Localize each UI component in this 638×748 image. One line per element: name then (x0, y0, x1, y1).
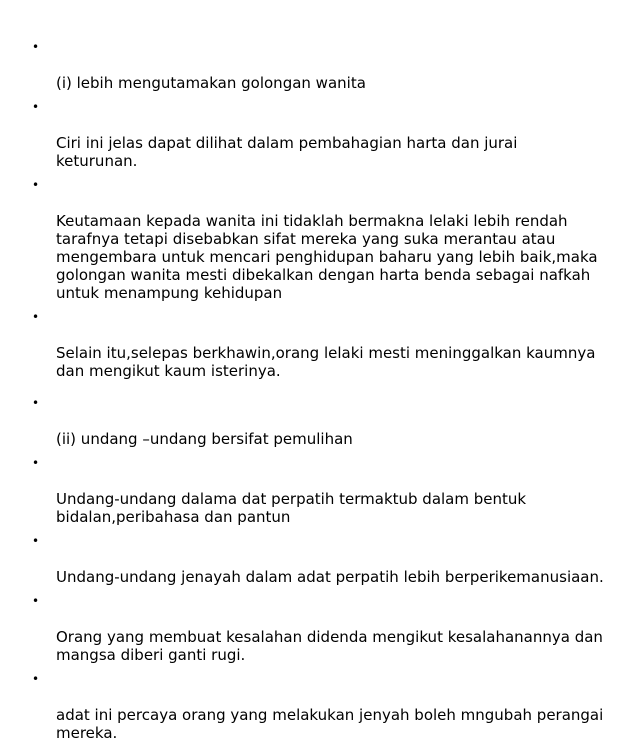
bullet-dot-icon: • (32, 396, 40, 410)
bullet-dot-icon: • (32, 100, 40, 114)
bullet-item (30, 670, 610, 742)
bullet-text: (ii) undang –undang bersifat pemulihan (56, 430, 353, 448)
bullet-dot-icon: • (32, 40, 40, 54)
bullet-item (30, 176, 610, 302)
bullet-dot-icon: • (32, 178, 40, 192)
bullet-item (30, 592, 610, 664)
bullet-dot-icon: • (32, 534, 40, 548)
bullet-item (30, 532, 610, 586)
bullet-list (30, 38, 610, 748)
bullet-text: Undang-undang dalama dat perpatih termaktub dalam bentuk bidalan,peribahasa dan pantun (56, 490, 527, 526)
bullet-text: (i) lebih mengutamakan golongan wanita (56, 74, 366, 92)
bullet-item (30, 394, 610, 448)
bullet-text: Ciri ini jelas dapat dilihat dalam pembahagian harta dan jurai keturunan. (56, 134, 518, 170)
bullet-text: Undang-undang jenayah dalam adat perpatih lebih berperikemanusiaan. (56, 568, 604, 586)
bullet-text: Keutamaan kepada wanita ini tidaklah bermakna lelaki lebih rendah tarafnya tetapi disebabkan sifat mereka yang suka merantau atau mengembara untuk mencari penghidupan baharu yang lebih baik,maka golongan wanita mesti dibekalkan dengan harta benda sebagai nafkah untuk menampung kehidupan (56, 212, 598, 302)
bullet-item (30, 454, 610, 526)
bullet-item (30, 98, 610, 170)
bullet-dot-icon: • (32, 672, 40, 686)
bullet-text: Selain itu,selepas berkhawin,orang lelaki mesti meninggalkan kaumnya dan mengikut kaum isterinya. (56, 344, 596, 380)
bullet-item (30, 308, 610, 380)
bullet-text: adat ini percaya orang yang melakukan jenyah boleh mngubah perangai mereka. (56, 706, 604, 742)
bullet-text: Orang yang membuat kesalahan didenda mengikut kesalahanannya dan mangsa diberi ganti rugi. (56, 628, 603, 664)
bullet-dot-icon: • (32, 456, 40, 470)
bullet-dot-icon: • (32, 594, 40, 608)
bullet-dot-icon: • (32, 310, 40, 324)
bullet-item (30, 38, 610, 92)
